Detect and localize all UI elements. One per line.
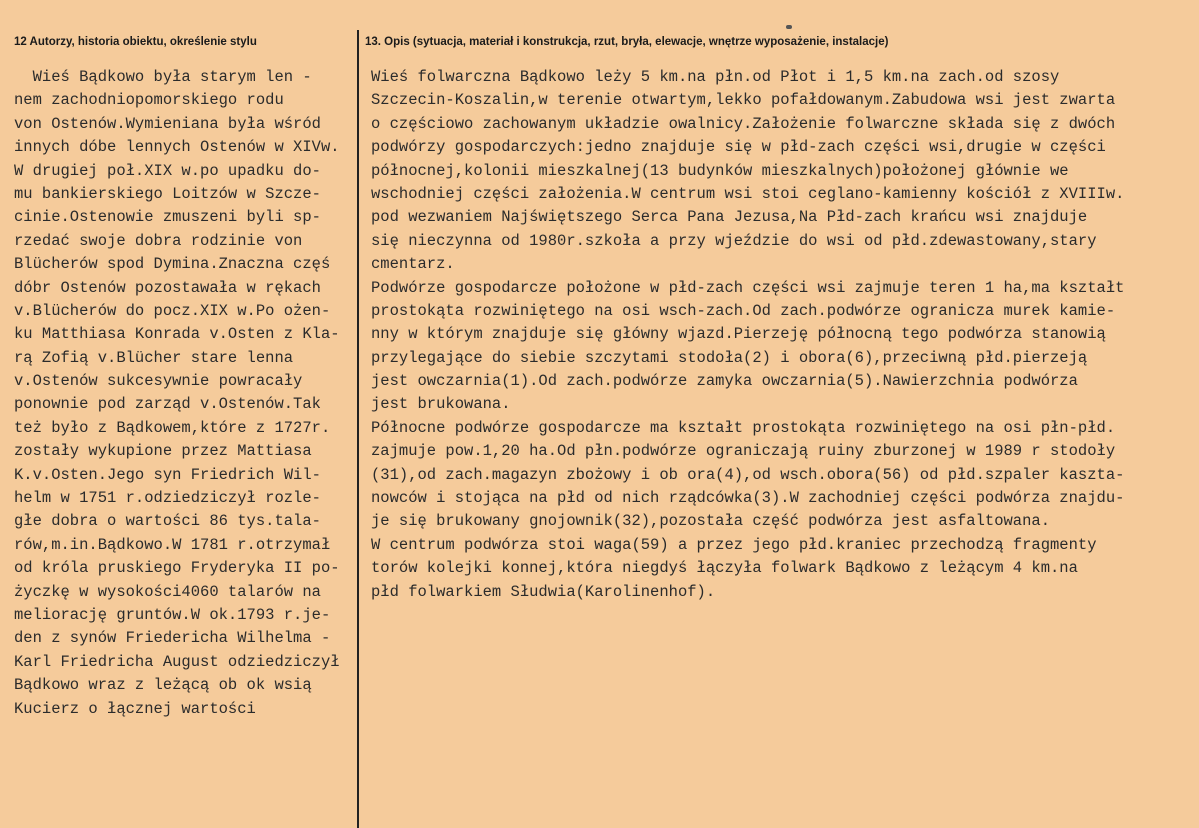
description-text-line: cmentarz. [371,255,455,274]
description-text-line: jest brukowana. [371,395,511,414]
history-text-line: rą Zofią v.Blücher stare lenna [14,348,294,367]
description-text-line: pod wezwaniem Najświętszego Serca Pana Jezusa,Na Płd-zach krańcu wsi znajduje [371,208,1088,227]
description-text-line: nny w którym znajduje się główny wjazd.Pierzeję północną tego podwórza stanowią [371,325,1106,344]
history-text-column [14,66,354,721]
history-text-line: Blücherów spod Dymina.Znaczna częś [14,255,331,274]
history-text-line: dóbr Ostenów pozostawała w rękach [14,278,321,297]
description-text-line: płd folwarkiem Słudwia(Karolinenhof). [371,582,716,601]
description-text-line: przylegające do siebie szczytami stodoła(2) i obora(6),przeciwną płd.pierzeją [371,348,1088,367]
history-text-line: cinie.Ostenowie zmuszeni byli sp- [14,208,321,227]
description-text-line: się nieczynna od 1980r.szkoła a przy wjeździe do wsi od płd.zdewastowany,stary [371,231,1097,250]
history-text-line: helm w 1751 r.odziedziczył rozle- [14,489,321,508]
history-text-line: mu bankierskiego Loitzów w Szcze- [14,184,321,203]
description-text-line: o częściowo zachowanym układzie owalnicy.Założenie folwarczne składa się z dwóch [371,114,1116,133]
history-text-line: innych dóbe lennych Ostenów w XIVw. [14,138,340,157]
history-text-line: K.v.Osten.Jego syn Friedrich Wil- [14,465,321,484]
history-text-line: Karl Friedricha August odziedziczył [14,652,340,671]
history-text-line: rów,m.in.Bądkowo.W 1781 r.otrzymał [14,535,331,554]
column-divider [357,30,359,828]
history-text-line: Bądkowo wraz z leżącą ob ok wsią [14,676,312,695]
description-text-line: prostokąta rozwiniętego na osi wsch-zach.Od zach.podwórze ogranicza murek kamie- [371,301,1116,320]
description-text-column [371,66,1191,604]
history-text-line: den z synów Friedericha Wilhelma - [14,629,331,648]
history-text-line: W drugiej poł.XIX w.po upadku do- [14,161,321,180]
history-text-line: zostały wykupione przez Mattiasa [14,442,312,461]
description-text-line: wschodniej części założenia.W centrum wsi stoi ceglano-kamienny kościół z XVIIIw. [371,184,1125,203]
history-text-line: ponownie pod zarząd v.Ostenów.Tak [14,395,321,414]
history-text-line: von Ostenów.Wymieniana była wśród [14,114,321,133]
description-text-line: podwórzy gospodarczych:jedno znajduje się w płd-zach części wsi,drugie w części [371,138,1106,157]
history-text-line: nem zachodniopomorskiego rodu [14,91,284,110]
description-text-line: W centrum podwórza stoi waga(59) a przez jego płd.kraniec przechodzą fragmenty [371,535,1097,554]
history-text-line: od króla pruskiego Fryderyka II po- [14,559,340,578]
description-text-line: zajmuje pow.1,20 ha.Od płn.podwórze ograniczają ruiny zburzonej w 1989 r stodoły [371,442,1116,461]
history-text-line: Wieś Bądkowo była starym len - [14,68,312,86]
history-text-line: życzkę w wysokości4060 talarów na [14,582,321,601]
section-13-header: 13. Opis (sytuacja, materiał i konstrukcja, rzut, bryła, elewacje, wnętrze wyposażenie, instalacje) [365,36,889,48]
history-text-line: głe dobra o wartości 86 tys.tala- [14,512,321,531]
description-text-line: Szczecin-Koszalin,w terenie otwartym,lekko pofałdowanym.Zabudowa wsi jest zwarta [371,91,1116,110]
history-text-line: v.Ostenów sukcesywnie powracały [14,372,303,391]
history-text-line: rzedać swoje dobra rodzinie von [14,231,303,250]
description-text-line: (31),od zach.magazyn zbożowy i ob ora(4),od wsch.obora(56) od płd.szpaler kaszta- [371,465,1125,484]
description-text-line: północnej,kolonii mieszkalnej(13 budynków mieszkalnych)położonej głównie we [371,161,1069,180]
ink-speck [786,25,792,29]
description-text-line: Podwórze gospodarcze położone w płd-zach części wsi zajmuje teren 1 ha,ma kształt [371,278,1125,297]
description-text-line: Wieś folwarczna Bądkowo leży 5 km.na płn.od Płot i 1,5 km.na zach.od szosy [371,68,1060,86]
section-12-header: 12 Autorzy, historia obiektu, określenie stylu [14,36,257,48]
description-text-line: nowców i stojąca na płd od nich rządcówka(3).W zachodniej części podwórza znajdu- [371,489,1125,508]
description-text-line: Północne podwórze gospodarcze ma kształt prostokąta rozwiniętego na osi płn-płd. [371,418,1116,437]
history-text-line: ku Matthiasa Konrada v.Osten z Kla- [14,325,340,344]
history-text-line: też było z Bądkowem,które z 1727r. [14,418,331,437]
description-text-line: jest owczarnia(1).Od zach.podwórze zamyka owczarnia(5).Nawierzchnia podwórza [371,372,1078,391]
history-text-line: meliorację gruntów.W ok.1793 r.je- [14,605,331,624]
description-text-line: torów kolejki konnej,która niegdyś łączyła folwark Bądkowo z leżącym 4 km.na [371,559,1078,578]
history-text-line: v.Blücherów do pocz.XIX w.Po ożen- [14,301,331,320]
history-text-line: Kucierz o łącznej wartości [14,699,256,718]
description-text-line: je się brukowany gnojownik(32),pozostała część podwórza jest asfaltowana. [371,512,1051,531]
